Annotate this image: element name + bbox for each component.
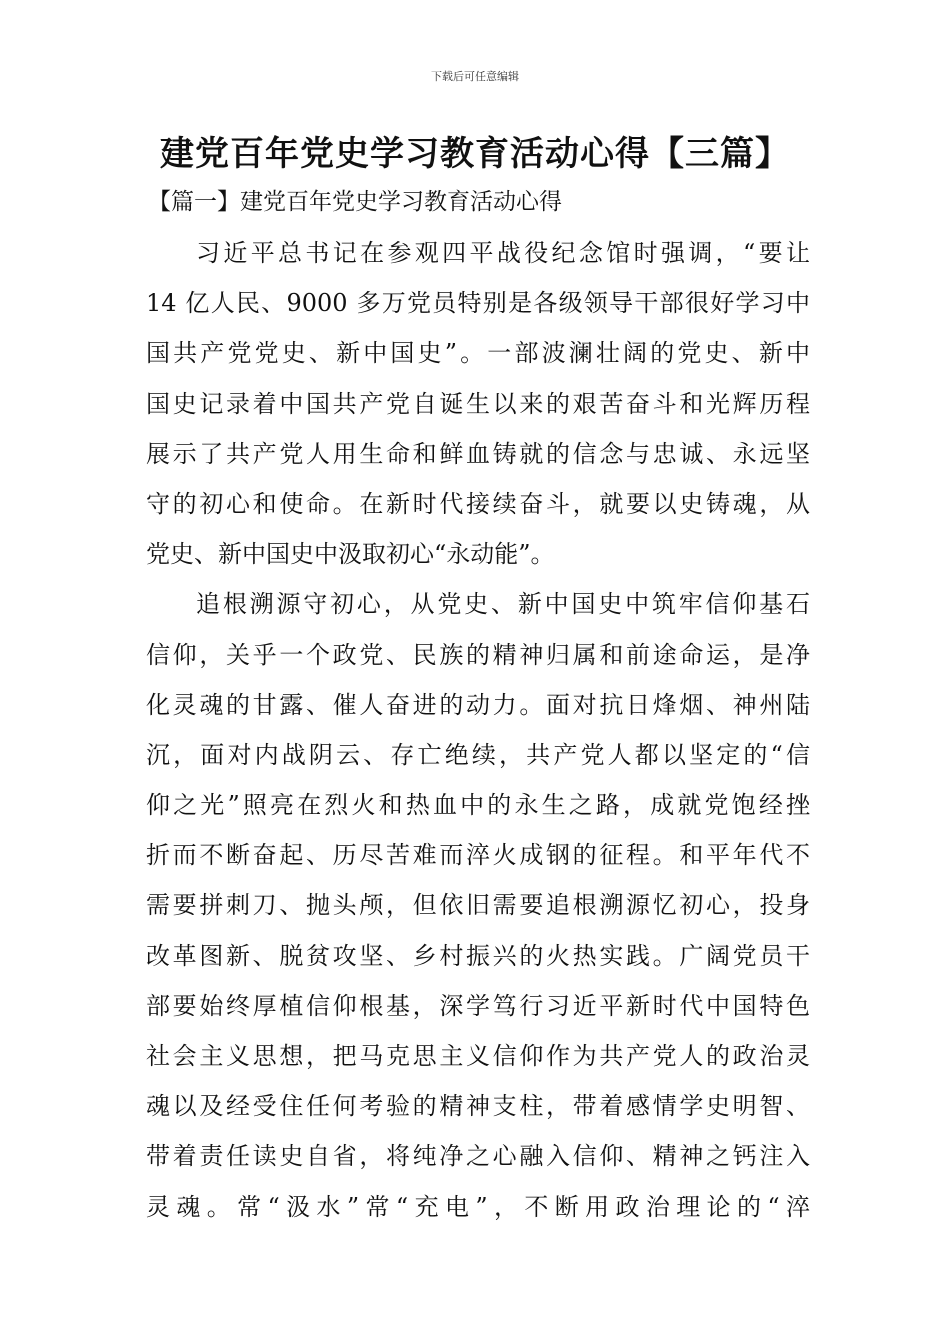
text-line: 信仰，关乎一个政党、民族的精神归属和前途命运，是净 — [146, 640, 810, 669]
text-line: 社会主义思想，把马克思主义信仰作为共产党人的政治灵 — [146, 1042, 810, 1070]
section-heading: 【篇一】建党百年党史学习教育活动心得 — [148, 189, 562, 215]
header-note: 下载后可任意编辑 — [431, 70, 519, 83]
text-line: 魂以及经受住任何考验的精神支柱，带着感情学史明智、 — [146, 1092, 810, 1121]
text-line: 党史、新中国史中汲取初心“永动能”。 — [146, 540, 555, 569]
text-line: 折而不断奋起、历尽苦难而淬火成钢的征程。和平年代不 — [146, 841, 810, 870]
text-line: 展示了共产党人用生命和鲜血铸就的信念与忠诚、永远坚 — [146, 439, 810, 468]
text-line: 部要始终厚植信仰根基，深学笃行习近平新时代中国特色 — [146, 991, 810, 1020]
text-line: 沉，面对内战阴云、存亡绝续，共产党人都以坚定的“信 — [146, 740, 810, 769]
text-line: 国共产党党史、新中国史”。一部波澜壮阔的党史、新中 — [146, 339, 810, 368]
text-line: 需要拼刺刀、抛头颅，但依旧需要追根溯源忆初心，投身 — [146, 891, 810, 920]
text-line: 习近平总书记在参观四平战役纪念馆时强调，“要让 — [196, 239, 810, 267]
text-line: 仰之光”照亮在烈火和热血中的永生之路，成就党饱经挫 — [146, 791, 810, 820]
text-line: 国史记录着中国共产党自诞生以来的艰苦奋斗和光辉历程 — [146, 389, 810, 418]
document-body — [146, 228, 810, 1232]
text-line: 灵魂。常“汲水”常“充电”，不断用政治理论的“淬 — [146, 1192, 810, 1221]
text-line: 带着责任读史自省，将纯净之心融入信仰、精神之钙注入 — [146, 1142, 810, 1171]
text-line: 14 亿人民、9000 多万党员特别是各级领导干部很好学习中 — [146, 289, 810, 318]
text-line: 追根溯源守初心，从党史、新中国史中筑牢信仰基石 — [196, 590, 810, 619]
page-title: 建党百年党史学习教育活动心得【三篇】 — [160, 134, 790, 174]
text-line: 化灵魂的甘露、催人奋进的动力。面对抗日烽烟、神州陆 — [146, 690, 810, 719]
text-line: 守的初心和使命。在新时代接续奋斗，就要以史铸魂，从 — [146, 489, 810, 518]
text-line: 改革图新、脱贫攻坚、乡村振兴的火热实践。广阔党员干 — [146, 941, 810, 970]
